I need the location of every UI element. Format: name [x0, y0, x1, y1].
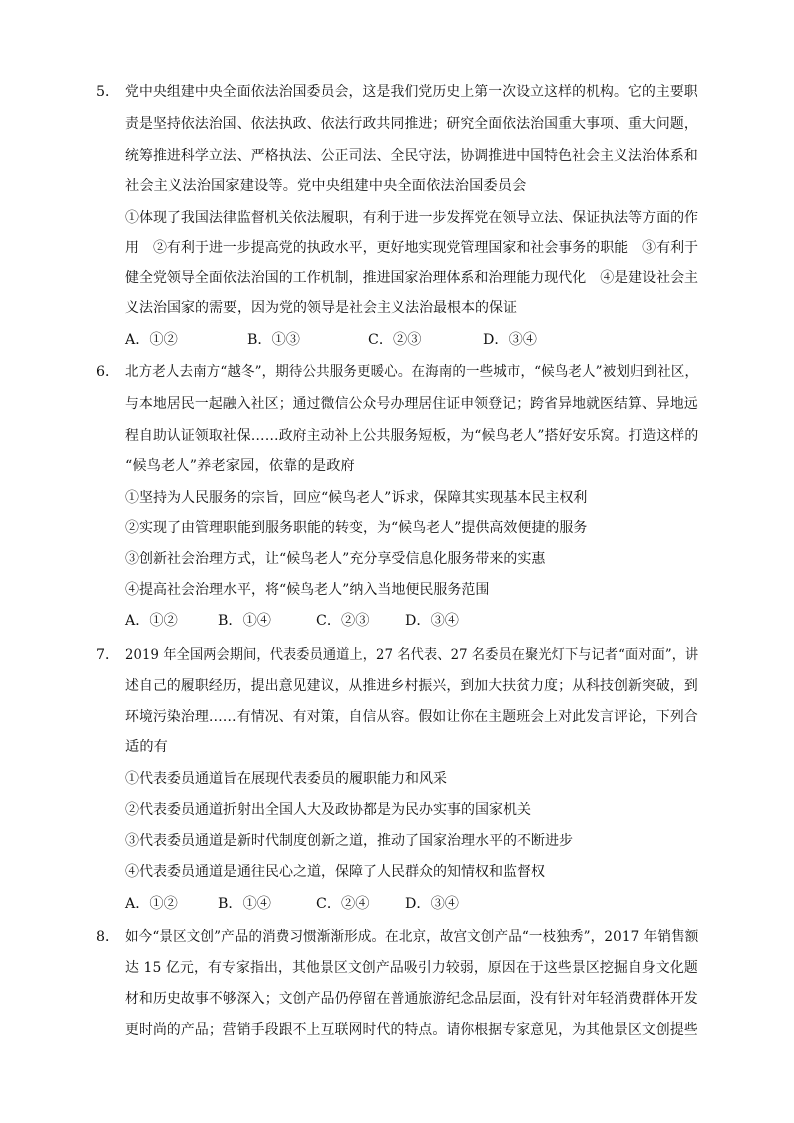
question-number: 7．	[96, 647, 120, 663]
question-stem-line: 北方老人去南方“越冬”，期待公共服务更暖心。在海南的一些城市，“候鸟老人”被划归到社区，	[125, 364, 699, 380]
question-number: 5．	[96, 84, 120, 100]
question-stem-line: 达 15 亿元，有专家指出，其他景区文创产品吸引力较弱，原因在于这些景区挖掘自身文化题	[125, 960, 698, 976]
question-stem-line: 与本地居民一起融入社区；通过微信公众号办理居住证申领登记；跨省异地就医结算、异地远	[125, 396, 698, 412]
question-stem-line: 材和历史故事不够深入；文创产品仍停留在普通旅游纪念品层面，没有针对年轻消费群体开发	[125, 991, 698, 1007]
statement-option: ①体现了我国法律监督机关依法履职，有利于进一步发挥党在领导立法、保证执法等方面的作	[125, 210, 699, 226]
statement-option: ④提高社会治理水平，将“候鸟老人”纳入当地便民服务范围	[125, 582, 490, 598]
answer-choice-b: B．①③	[247, 332, 300, 348]
answer-choice-c: C．②④	[316, 896, 370, 912]
statement-option: ②实现了由管理职能到服务职能的转变，为“候鸟老人”提供高效便捷的服务	[125, 520, 588, 536]
statement-option: ③代表委员通道是新时代制度创新之道，推动了国家治理水平的不断进步	[125, 833, 573, 849]
question-stem-line: 更时尚的产品；营销手段跟不上互联网时代的特点。请你根据专家意见，为其他景区文创提些	[125, 1022, 698, 1038]
statement-option: 用 ②有利于进一步提高党的执政水平，更好地实现党管理国家和社会事务的职能 ③有利于	[125, 240, 699, 256]
statement-option: ①代表委员通道旨在展现代表委员的履职能力和风采	[125, 771, 447, 787]
question-stem-line: 责是坚持依法治国、依法执政、依法行政共同推进；研究全面依法治国重大事项、重大问题，	[125, 116, 698, 132]
answer-choice-d: D．③④	[483, 332, 537, 348]
statement-option: ②代表委员通道折射出全国人大及政协都是为民办实事的国家机关	[125, 802, 531, 818]
answer-choice-c: C．②③	[368, 332, 422, 348]
answer-choice-d: D．③④	[405, 613, 459, 629]
question-stem-line: 程自助认证领取社保……政府主动补上公共服务短板，为“候鸟老人”搭好安乐窝。打造这样的	[125, 428, 699, 444]
answer-choice-b: B．①④	[218, 613, 271, 629]
question-stem-line: 党中央组建中央全面依法治国委员会，这是我们党历史上第一次设立这样的机构。它的主要职	[125, 84, 698, 100]
answer-choice-d: D．③④	[405, 896, 459, 912]
question-stem-line: 述自己的履职经历，提出意见建议，从推进乡村振兴，到加大扶贫力度；从科技创新突破，到	[125, 678, 698, 694]
question-stem-line: 统筹推进科学立法、严格执法、公正司法、全民守法，协调推进中国特色社会主义法治体系和	[125, 148, 698, 164]
question-number: 6．	[96, 364, 120, 380]
answer-choice-a: A．①②	[125, 613, 178, 629]
answer-choice-a: A．①②	[125, 332, 178, 348]
question-number: 8．	[96, 929, 120, 945]
answer-choice-b: B．①④	[218, 896, 271, 912]
statement-option: 义法治国家的需要，因为党的领导是社会主义法治最根本的保证	[125, 300, 517, 316]
statement-option: 健全党领导全面依法治国的工作机制，推进国家治理体系和治理能力现代化 ④是建设社会主	[125, 270, 699, 286]
question-stem-line: 社会主义法治国家建设等。党中央组建中央全面依法治国委员会	[125, 178, 527, 194]
question-stem-line: 环境污染治理……有情况、有对策，自信从容。假如让你在主题班会上对此发言评论，下列合	[125, 709, 698, 725]
statement-option: ①坚持为人民服务的宗旨，回应“候鸟老人”诉求，保障其实现基本民主权利	[125, 490, 588, 506]
statement-option: ④代表委员通道是通往民心之道，保障了人民群众的知情权和监督权	[125, 864, 545, 880]
answer-choice-a: A．①②	[125, 896, 178, 912]
question-stem-line: “候鸟老人”养老家园，依靠的是政府	[125, 458, 355, 474]
statement-option: ③创新社会治理方式，让“候鸟老人”充分享受信息化服务带来的实惠	[125, 551, 546, 567]
question-stem-line: 2019 年全国两会期间，代表委员通道上，27 名代表、27 名委员在聚光灯下与记者“面对面”，讲	[125, 647, 699, 663]
question-stem-line: 如今“景区文创”产品的消费习惯渐渐形成。在北京，故宫文创产品“一枝独秀”，2017 年销售额	[125, 929, 699, 945]
question-stem-line: 适的有	[125, 739, 169, 755]
answer-choice-c: C．②③	[316, 613, 370, 629]
